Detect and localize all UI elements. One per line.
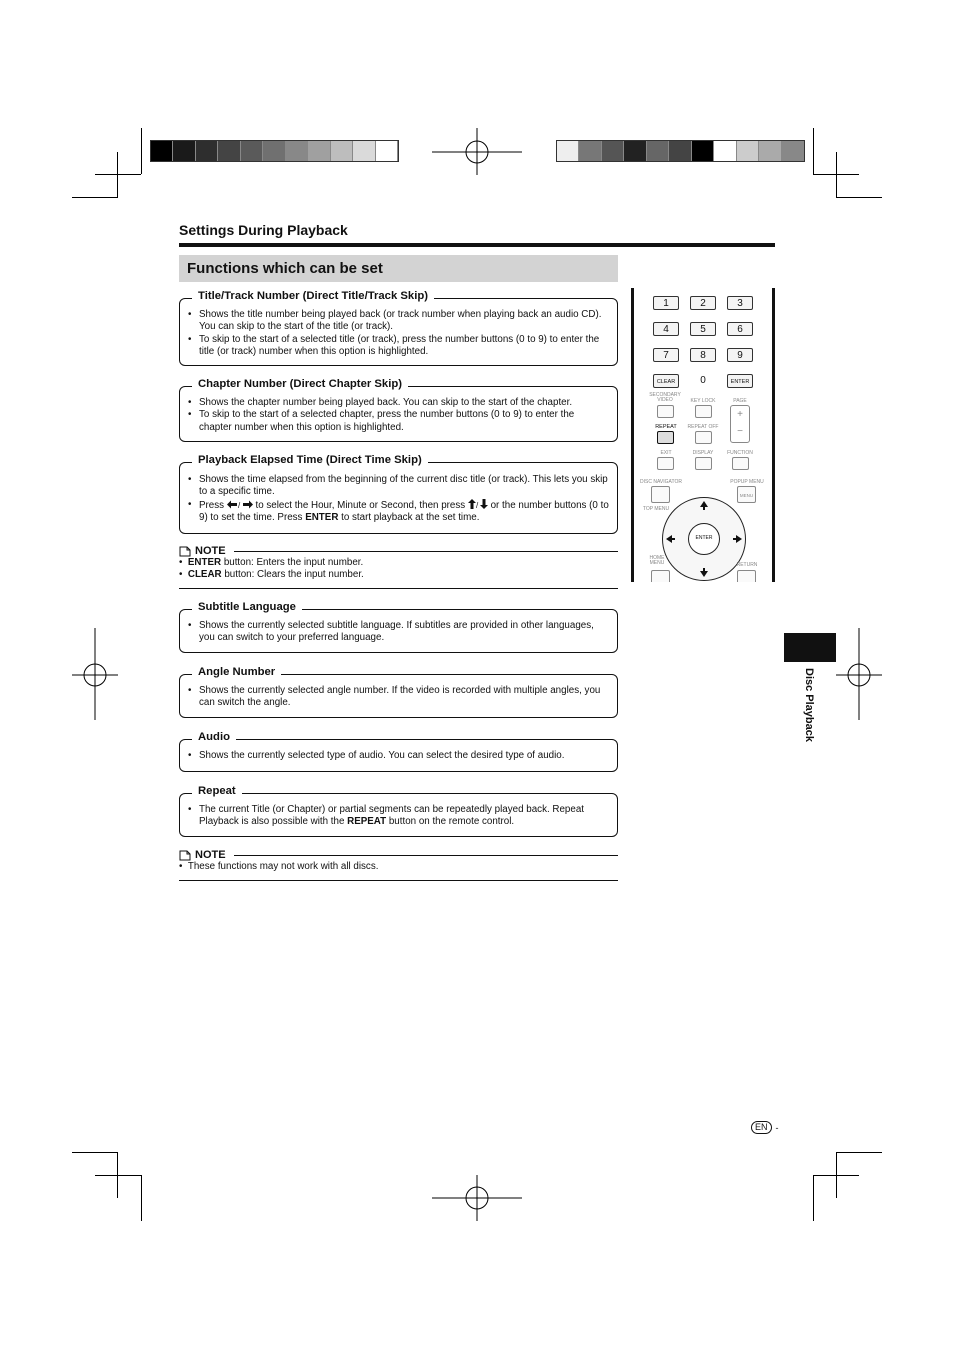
list-item: • To skip to the start of a selected title (or track), press the number buttons (0 to 9) to enter the title (or track) number when this option is highlighted. [199,334,609,359]
number-button-6[interactable]: 6 [727,322,753,336]
text: Press [199,499,227,511]
number-button-0[interactable]: 0 [700,375,706,386]
remote-control-illustration [631,288,776,582]
note-item: • CLEAR button: Clears the input number. [179,569,364,581]
box-subtitle-language [179,601,618,653]
box-title: Chapter Number (Direct Chapter Skip) [192,378,408,390]
key-lock-button[interactable] [695,405,712,418]
box-title: Repeat [192,785,242,797]
note-item: • ENTER button: Enters the input number. [179,557,364,568]
svg-text:/: / [237,500,240,509]
disc-navigator-label: DISC NAVIGATOR [640,479,682,485]
arrow-icons [662,497,746,581]
color-bar-left [150,140,399,162]
note-icon [179,546,191,557]
page-label: PAGE [733,398,747,404]
box-repeat [179,785,618,837]
up-down-arrow-icon [468,499,488,509]
enter-center-button[interactable]: ENTER [688,523,720,555]
number-button-4[interactable]: 4 [653,322,679,336]
box-title: Audio [192,731,236,743]
note-title: NOTE [195,849,226,861]
text: to start playback at the set time. [338,511,480,523]
display-label: DISPLAY [692,450,714,456]
list-item: • To skip to the start of a selected chapter, press the number buttons (0 to 9) to enter the chapter number when this option is highlighted. [199,409,609,434]
svg-text:/: / [475,500,479,509]
secondary-video-button[interactable] [657,405,674,418]
text: or the number buttons (0 to 9) to set the time. Press [199,499,609,523]
popup-menu-label: POPUP MENU [730,479,764,485]
return-label: RETURN [736,562,758,568]
number-button-2[interactable]: 2 [690,296,716,310]
secondary-video-label: SECONDARY VIDEO [649,392,681,403]
number-button-1[interactable]: 1 [653,296,679,310]
side-tab-label: Disc Playback [803,668,815,742]
home-menu-button[interactable] [651,570,670,582]
list-item: • Shows the currently selected subtitle language. If subtitles are provided in other languages, you can switch to your preferred language. [199,620,609,645]
repeat-label: REPEAT [655,424,677,430]
number-button-5[interactable]: 5 [690,322,716,336]
list-item: • Shows the time elapsed from the beginning of the current disc title (or track). This lets you skip to a specific time. [199,474,609,499]
list-item: • Shows the title number being played back (or track number when playing back an audio CD). You can skip to the start of the title (or track). [199,309,609,334]
display-button[interactable] [695,457,712,470]
note-title: NOTE [195,545,226,557]
return-button[interactable] [737,570,756,582]
bold-text: ENTER [305,511,339,523]
exit-button[interactable] [657,457,674,470]
clear-button[interactable]: CLEAR [653,374,679,388]
function-label: FUNCTION [727,450,753,456]
enter-button[interactable]: ENTER [727,374,753,388]
key-lock-label: KEY LOCK [690,398,716,404]
box-chapter-number [179,378,618,442]
repeat-off-label: REPEAT OFF [687,424,719,430]
note-1 [179,545,618,589]
menu-label: MENU [739,493,754,498]
box-angle-number [179,666,618,718]
function-button[interactable] [732,457,749,470]
language-badge [751,1121,779,1134]
note-header [179,545,618,557]
box-title: Angle Number [192,666,281,678]
note-header [179,849,618,861]
note-item: • These functions may not work with all discs. [179,861,379,872]
note-icon [179,850,191,861]
box-title: Title/Track Number (Direct Title/Track Skip) [192,290,434,302]
box-title: Playback Elapsed Time (Direct Time Skip) [192,454,428,466]
box-playback-elapsed-time [179,454,618,534]
en-icon: EN [751,1121,772,1134]
number-button-7[interactable]: 7 [653,348,679,362]
side-tab-marker [784,633,836,662]
home-menu-label: HOME MENU [649,555,665,566]
list-item: • The current Title (or Chapter) or partial segments can be repeatedly played back. Repeat Playback is also possible with the REPEAT button on the remote control. [199,804,609,829]
box-title: Subtitle Language [192,601,302,613]
page-dash: - [775,1122,779,1133]
list-item [199,499,609,525]
box-audio [179,731,618,772]
page-rocker[interactable]: + − [730,405,750,443]
page-title: Functions which can be set [179,255,618,282]
list-item: • Shows the currently selected angle number. If the video is recorded with multiple angles, you can switch the angle. [199,685,609,710]
box-title-track-number [179,290,618,366]
number-button-8[interactable]: 8 [690,348,716,362]
color-bar-right [556,140,805,162]
note-2 [179,849,618,882]
repeat-off-button[interactable] [695,431,712,444]
number-button-3[interactable]: 3 [727,296,753,310]
top-menu-label: TOP MENU [642,506,670,512]
header-rule [179,243,775,247]
number-button-9[interactable]: 9 [727,348,753,362]
section-title: Settings During Playback [179,222,348,238]
repeat-button[interactable] [657,431,674,444]
list-item: • Shows the chapter number being played back. You can skip to the start of the chapter. [199,397,609,409]
exit-label: EXIT [660,450,672,456]
list-item: • Shows the currently selected type of audio. You can select the desired type of audio. [199,750,609,762]
left-right-arrow-icon [227,500,253,509]
text: to select the Hour, Minute or Second, then press [252,499,468,511]
